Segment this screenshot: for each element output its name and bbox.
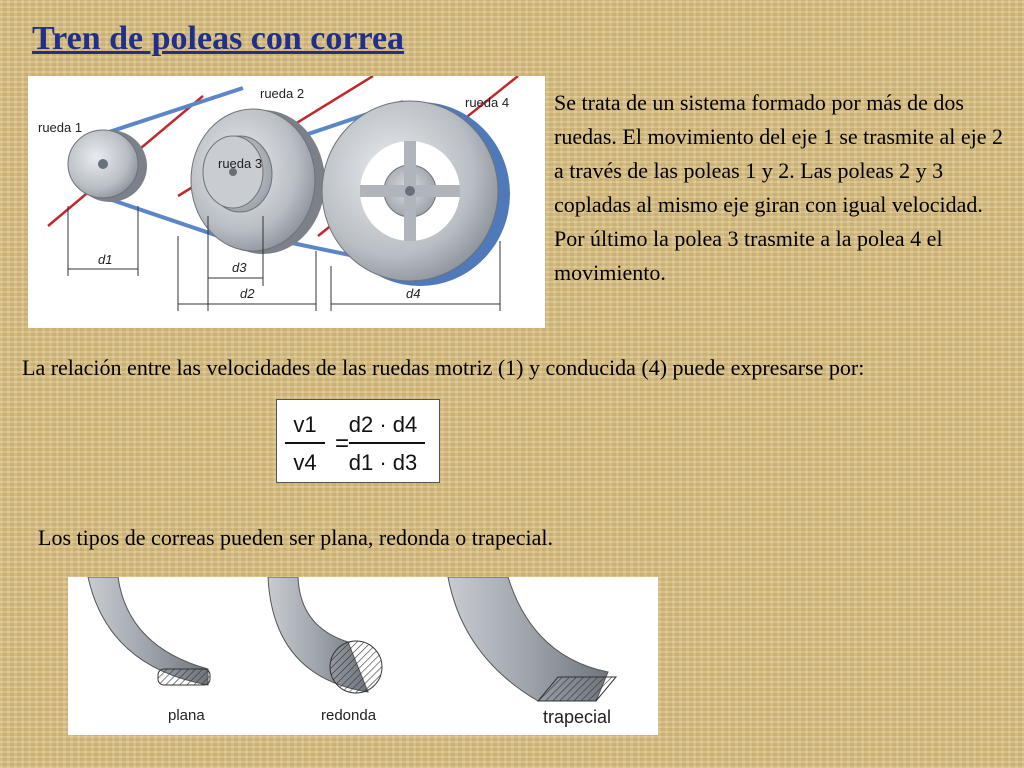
rueda-1-pulley (68, 130, 147, 202)
relation-text: La relación entre las velocidades de las ruedas motriz (1) y conducida (4) puede expresarse por: (22, 355, 865, 380)
v-belt (448, 577, 616, 701)
plana-label: plana (168, 707, 205, 724)
d2-label: d2 (240, 286, 255, 301)
description-text: Se trata de un sistema formado por más de dos ruedas. El movimiento del eje 1 se trasmite al eje 2 a través de las poleas 1 y 2. Las poleas 2 y 3 copladas al mismo eje giran con igual velocidad. Por último la polea 3 trasmite a la polea 4 el movimiento. (554, 90, 1004, 285)
slide-title: Tren de poleas con correa (32, 20, 405, 57)
d1-label: d1 (98, 252, 113, 267)
formula-rhs-numerator: d2 · d4 (348, 412, 418, 437)
velocity-formula (276, 399, 440, 483)
belt-types-svg (68, 577, 658, 735)
d4-label: d4 (406, 286, 421, 301)
formula-rhs-denominator: d1 · d3 (348, 450, 418, 475)
flat-belt (88, 577, 210, 685)
belt-types-text: Los tipos de correas pueden ser plana, redonda o trapecial. (38, 525, 553, 550)
redonda-label: redonda (321, 707, 377, 724)
rueda-1-label: rueda 1 (38, 120, 83, 135)
formula-lhs-denominator: v4 (293, 450, 317, 475)
formula-lhs-numerator: v1 (293, 412, 317, 437)
round-belt (268, 577, 382, 693)
d3-label: d3 (232, 260, 247, 275)
rueda-2-label: rueda 2 (260, 86, 305, 101)
trapecial-label: trapecial (543, 707, 612, 727)
rueda-2-3-pulley (191, 109, 325, 254)
rueda-4-label: rueda 4 (465, 95, 510, 110)
pulley-train-svg (28, 76, 545, 328)
pulley-train-diagram (28, 76, 545, 328)
equals-sign: = (335, 430, 350, 457)
belt-types-diagram (68, 577, 658, 735)
rueda-3-label: rueda 3 (218, 156, 263, 171)
rueda-4-pulley (322, 101, 510, 286)
